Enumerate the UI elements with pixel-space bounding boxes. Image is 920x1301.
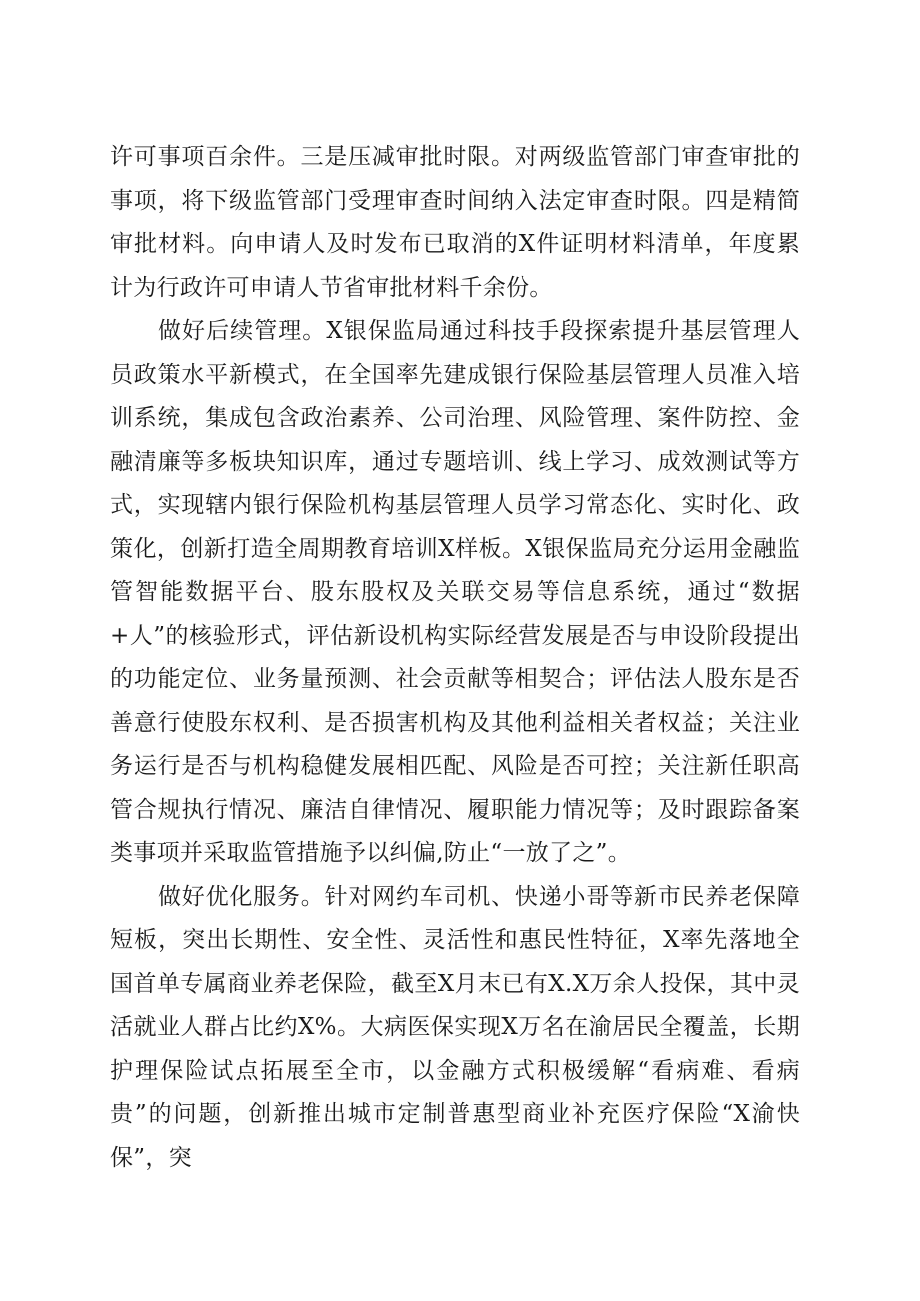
paragraph-follow-up-management: 做好后续管理。X银保监局通过科技手段探索提升基层管理人员政策水平新模式，在全国率先建成银行保险基层管理人员准入培训系统，集成包含政治素养、公司治理、风险管理、案件防控、金融清廉等多板块知识库，通过专题培训、线上学习、成效测试等方式，实现辖内银行保险机构基层管理人员学习常态化、实时化、政策化，创新打造全周期教育培训X样板。X银保监局充分运用金融监管智能数据平台、股东股权及关联交易等信息系统，通过“数据+人”的核验形式，评估新设机构实际经营发展是否与申设阶段提出的功能定位、业务量预测、社会贡献等相契合；评估法人股东是否善意行使股东权利、是否损害机构及其他利益相关者权益；关注业务运行是否与机构稳健发展相匹配、风险是否可控；关注新任职高管合规执行情况、廉洁自律情况、履职能力情况等；及时跟踪备案类事项并采取监管措施予以纠偏,防止“一放了之”。 xyxy=(110,318,800,866)
paragraph-approval-continuation: 许可事项百余件。三是压减审批时限。对两级监管部门审查审批的事项，将下级监管部门受理审查时间纳入法定审查时限。四是精简审批材料。向申请人及时发布已取消的X件证明材料清单，年度累计为行政许可申请人节省审批材料千余份。 xyxy=(110,144,800,301)
document-body xyxy=(110,136,800,1180)
paragraph-optimized-service: 做好优化服务。针对网约车司机、快递小哥等新市民养老保障短板，突出长期性、安全性、灵活性和惠民性特征，X率先落地全国首单专属商业养老保险，截至X月末已有X.X万余人投保，其中灵活就业人群占比约X%。大病医保实现X万名在渝居民全覆盖，长期护理保险试点拓展至全市，以金融方式积极缓解“看病难、看病贵”的问题，创新推出城市定制普惠型商业补充医疗保险“X渝快保”，突 xyxy=(110,883,800,1171)
